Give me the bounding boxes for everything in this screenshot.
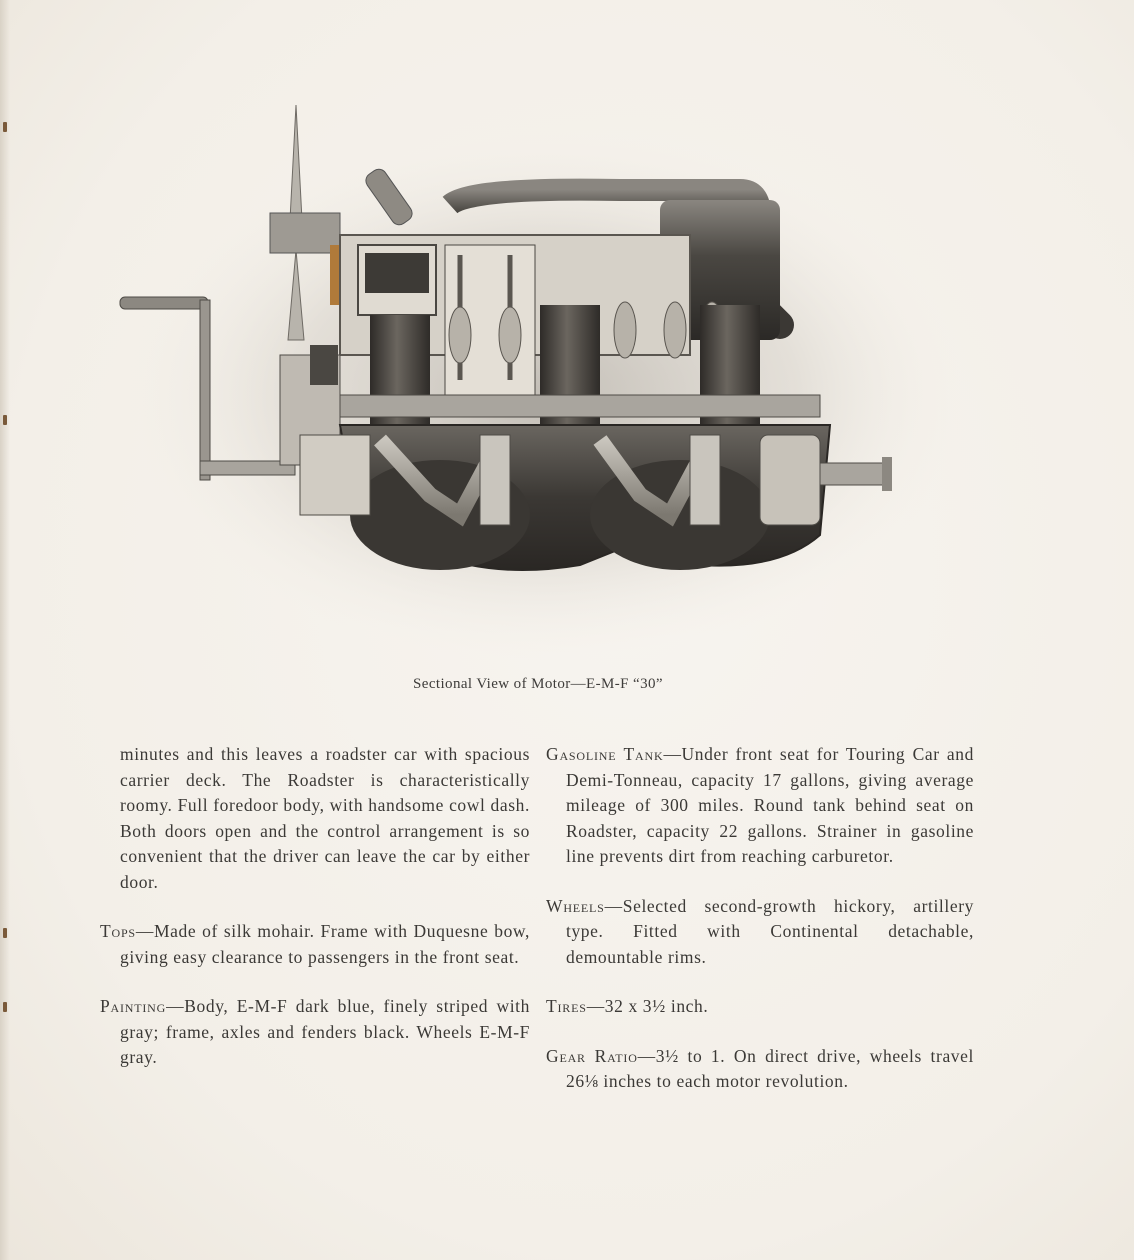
spec-paragraph (546, 742, 974, 870)
page-binding-edge (0, 0, 10, 1260)
right-text-column (546, 742, 974, 1119)
spec-heading: Wheels (546, 895, 605, 916)
spec-heading: Gear Ratio (546, 1045, 638, 1066)
figure-caption: Sectional View of Motor—E-M-F “30” (413, 676, 663, 692)
spec-heading: Painting (100, 996, 167, 1016)
spec-heading: Tops (100, 921, 136, 941)
spec-text: —3½ to 1. On direct drive, wheels travel 26⅛ inches to each motor revolution. (566, 1045, 974, 1091)
spec-paragraph (546, 994, 974, 1020)
spec-text: minutes and this leaves a roadster car with spacious carrier deck. The Roadster is characteristically roomy. Full foredoor body, with handsome cowl dash. Both doors open and the control arrangement is so convenient that the driver can leave the car by either door. (120, 744, 530, 892)
spec-paragraph (100, 919, 530, 970)
spec-paragraph (100, 994, 530, 1071)
spec-text: —Body, E-M-F dark blue, finely striped with gray; frame, axles and fenders black. Wheels E-M-F gray. (120, 996, 530, 1067)
spec-heading: Gasoline Tank (546, 744, 664, 764)
binding-staple (3, 928, 7, 938)
spec-heading: Tires (546, 996, 587, 1016)
spec-paragraph (546, 894, 974, 971)
spec-paragraph (100, 742, 530, 895)
binding-staple (3, 122, 7, 132)
spec-text: —Under front seat for Touring Car and Demi-Tonneau, capacity 17 gallons, giving average mileage of 300 miles. Round tank behind seat on Roadster, capacity 22 gallons. Strainer in gasoline line prevents dirt from reaching carburetor. (566, 744, 974, 866)
spec-paragraph (546, 1044, 974, 1095)
spec-text: —Made of silk mohair. Frame with Duquesne bow, giving easy clearance to passengers in the front seat. (120, 921, 530, 967)
left-text-column (100, 742, 530, 1095)
binding-staple (3, 415, 7, 425)
spec-text: —Selected second-growth hickory, artillery type. Fitted with Continental detachable, demountable rims. (566, 895, 974, 967)
engine-cutaway-illustration (100, 95, 960, 665)
spec-text: —32 x 3½ inch. (586, 996, 709, 1016)
binding-staple (3, 1002, 7, 1012)
